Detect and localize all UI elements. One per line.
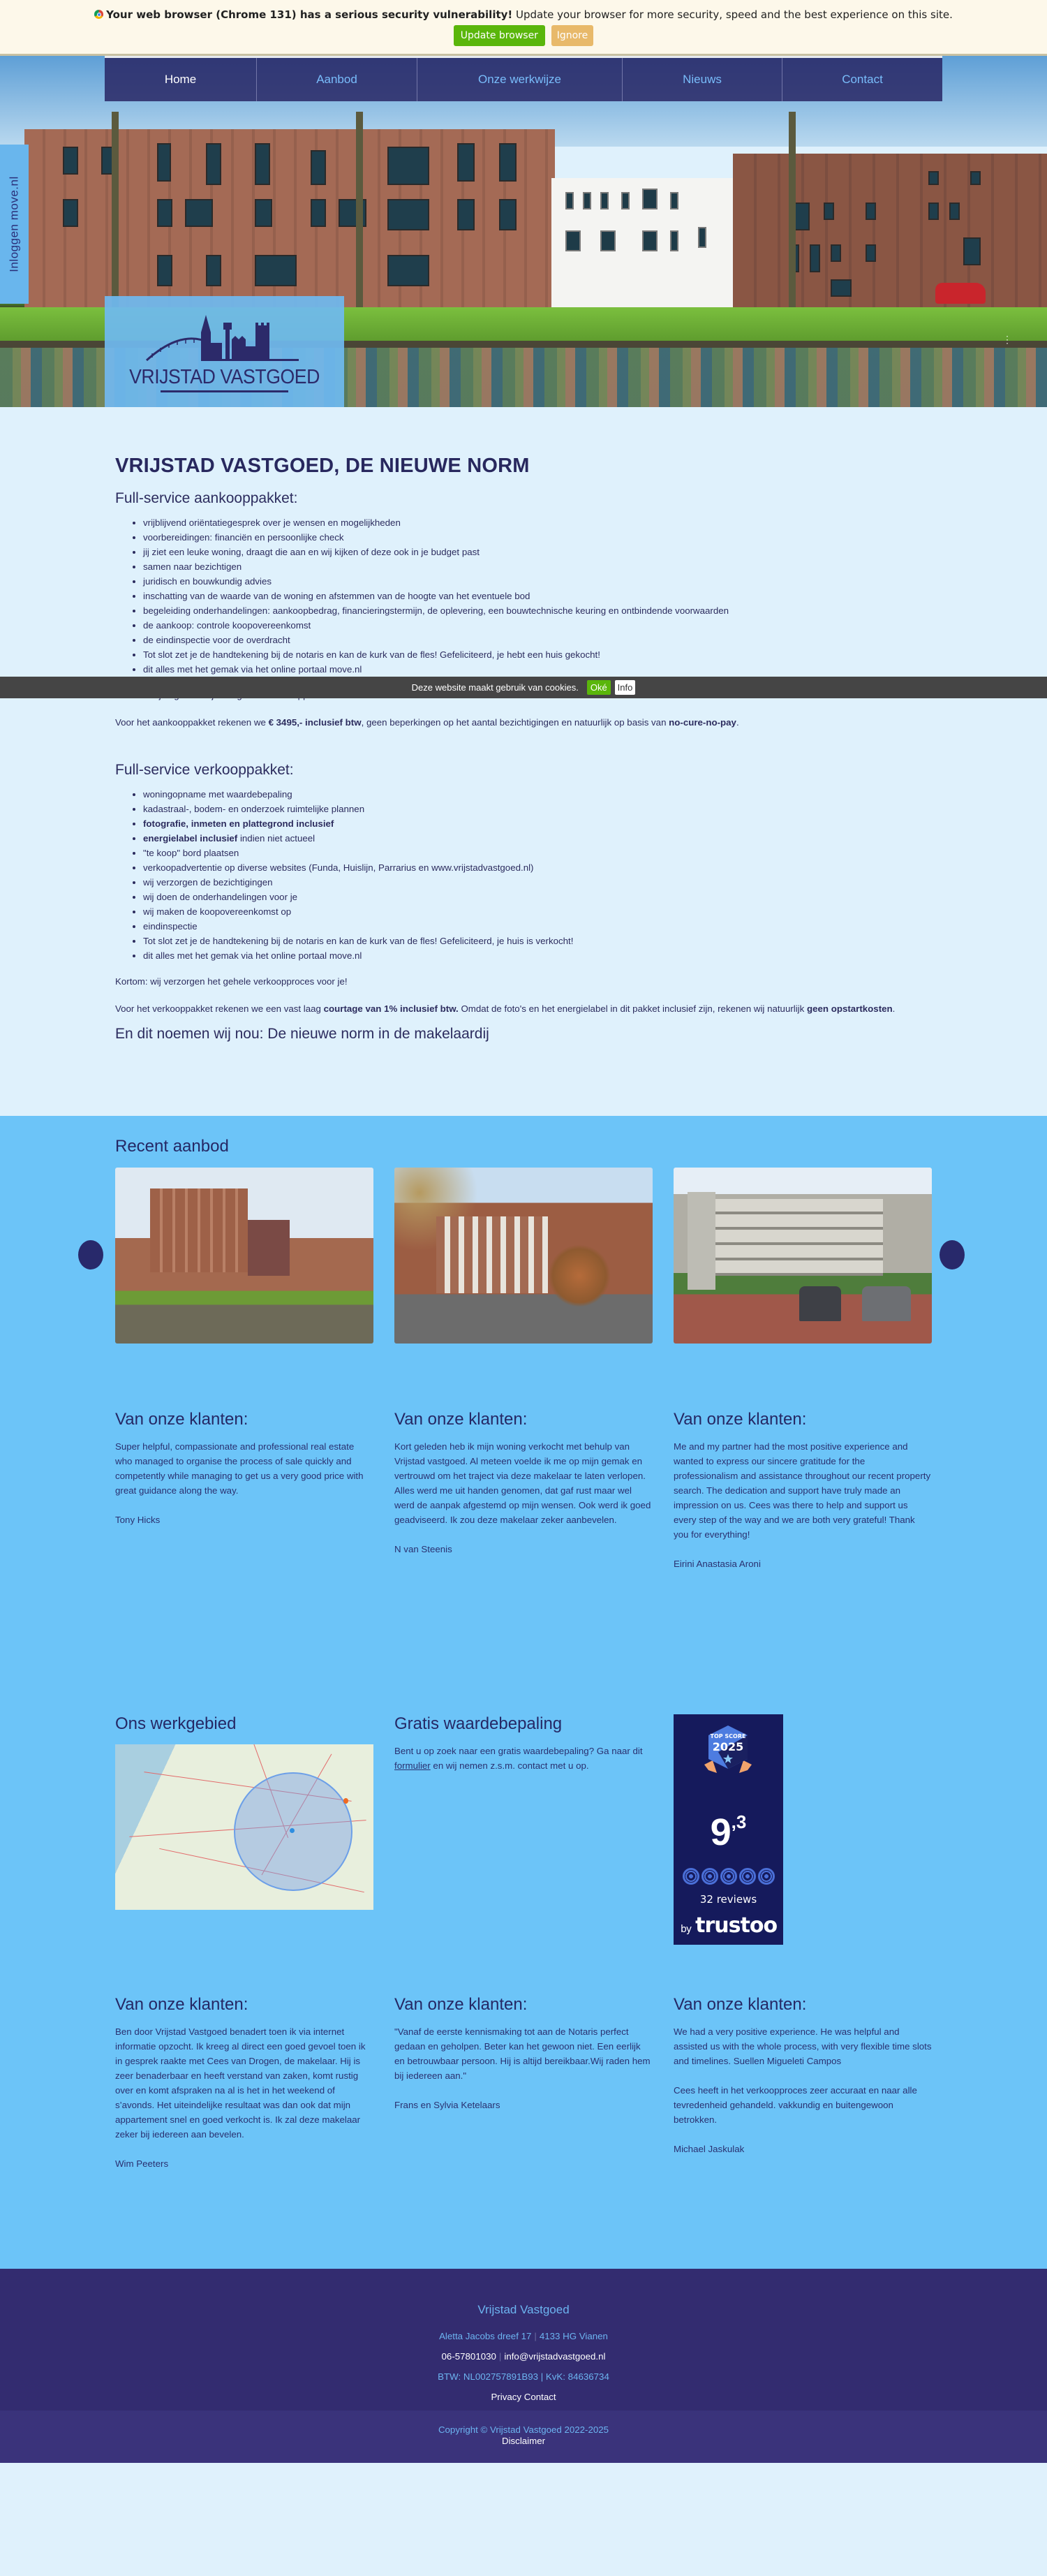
buy-package-heading: Full-service aankooppakket: xyxy=(115,490,298,506)
list-item: • wij maken de koopovereenkomst op xyxy=(143,904,1047,919)
logo-underline xyxy=(161,390,288,392)
review-heading: Van onze klanten: xyxy=(394,1410,528,1429)
review-author: Frans en Sylvia Ketelaars xyxy=(394,2100,500,2110)
review-card xyxy=(674,1995,932,2171)
intro-section xyxy=(0,407,1047,1116)
nav-aanbod[interactable]: Aanbod xyxy=(257,58,417,101)
warning-text: Update your browser for more security, speed and the best experience on this site. xyxy=(512,8,953,21)
review-heading: Van onze klanten: xyxy=(674,1995,807,2014)
logo[interactable] xyxy=(105,296,344,407)
update-browser-button[interactable]: Update browser xyxy=(454,25,545,46)
list-item: • kadastraal-, bodem- en onderzoek ruimtelijke plannen xyxy=(143,802,1047,816)
tree xyxy=(356,112,363,307)
footer-email-link[interactable]: info@vrijstadvastgoed.nl xyxy=(504,2351,606,2362)
browser-update-banner xyxy=(0,0,1047,56)
contact-link[interactable]: Contact xyxy=(524,2392,556,2402)
carousel-next-icon[interactable] xyxy=(940,1240,965,1269)
review-text: Super helpful, compassionate and professional real estate who managed to organise the process of sale quickly and competently while managing to get us a very good price with great guidance along the way. xyxy=(115,1441,364,1496)
list-item: • begeleiding onderhandelingen: aankoopbedrag, financieringstermijn, de oplevering, een bouwtechnische keuring en ontbindende voorwaarden xyxy=(143,603,1047,618)
warning-bold-text: Your web browser (Chrome 131) has a serious security vulnerability! xyxy=(106,8,513,21)
valuation-heading: Gratis waardebepaling xyxy=(394,1714,563,1733)
review-card xyxy=(115,1410,373,1571)
list-item: • fotografie, inmeten en plattegrond inclusief xyxy=(143,816,1047,831)
footer-links xyxy=(0,2392,1047,2402)
nav-home[interactable]: Home xyxy=(105,58,257,101)
list-item: • energielabel inclusief indien niet actueel xyxy=(143,831,1047,846)
review-text: Ben door Vrijstad Vastgoed benadert toen ik via internet informatie opzocht. Ik kreeg al direct een goed gevoel toen ik in gesprek raakte met Cees van Drogen, de makelaar. Hij is zeer benaderbaar en heeft verstand van zaken, komt rustig over en komt afspraken na al is het in het weekend of s’avonds. Het uiteindelijke resultaat was dan ook dat mijn appartement snel en goed verkocht is. Ik zal deze makelaar zeker bij iedereen aan bevelen. xyxy=(115,2026,366,2140)
recent-heading: Recent aanbod xyxy=(115,1137,229,1156)
review-heading: Van onze klanten: xyxy=(115,1410,248,1429)
work-area-map[interactable] xyxy=(115,1744,373,1910)
trustoo-review-count: 32 reviews xyxy=(699,1893,757,1906)
footer-phone-link[interactable]: 06-57801030 xyxy=(441,2351,496,2362)
review-card xyxy=(394,1995,653,2171)
footer-address: Aletta Jacobs dreef 17 | 4133 HG Vianen xyxy=(439,2331,608,2341)
list-item: • jij ziet een leuke woning, draagt die aan en wij kijken of deze ook in je budget past xyxy=(143,545,1047,559)
valuation xyxy=(394,1714,653,1945)
nav-nieuws[interactable]: Nieuws xyxy=(623,58,782,101)
footer-btw-kvk: BTW: NL002757891B93 | KvK: 84636734 xyxy=(438,2371,609,2382)
list-item: • vrijblijvend oriëntatiegesprek over je wensen en mogelijkheden xyxy=(143,515,1047,530)
review-heading: Van onze klanten: xyxy=(115,1995,248,2014)
disclaimer-link[interactable]: Disclaimer xyxy=(501,2436,546,2446)
list-item: • dit alles met het gemak via het online portaal move.nl xyxy=(143,662,1047,677)
review-text: "Vanaf de eerste kennismaking tot aan de Notaris perfect gedaan en geholpen. Beter kan het gewoon niet. Een eerlijk en betrouwbaar persoon. Hij is altijd bereikbaar.Wij raden hem bij iedereen aan." xyxy=(394,2026,651,2081)
sell-price-text: Voor het verkooppakket rekenen we een vast laag courtage van 1% inclusief btw. Omdat de foto's en het energielabel in dit pakket inclusief zijn, rekenen wij natuurlijk geen opstartkosten. xyxy=(115,1003,896,1014)
nav-contact[interactable]: Contact xyxy=(842,73,883,86)
rating-rings-icon xyxy=(683,1868,775,1885)
review-author: Tony Hicks xyxy=(115,1515,161,1525)
review-text-2: Cees heeft in het verkoopproces zeer accuraat en naar alle tevredenheid gehandeld. vakkundig en buitengewoon betrokken. xyxy=(674,2085,917,2125)
review-author: Eirini Anastasia Aroni xyxy=(674,1559,761,1569)
list-item: • eindinspectie xyxy=(143,919,1047,934)
list-item: • de eindinspectie voor de overdracht xyxy=(143,633,1047,647)
list-item: • samen naar bezichtigen xyxy=(143,559,1047,574)
recent-carousel xyxy=(115,1168,932,1344)
slider-marker-icon: ⋮ xyxy=(1002,334,1012,345)
list-item: • Tot slot zet je de handtekening bij de notaris en kan de kurk van de fles! Gefeliciteerd, je huis is verkocht! xyxy=(143,934,1047,948)
buy-price-text: Voor het aankooppakket rekenen we € 3495,- inclusief btw, geen beperkingen op het aantal bezichtigingen en natuurlijk op basis van no-cure-no-pay. xyxy=(115,717,739,728)
review-text: We had a very positive experience. He was helpful and assisted us with the whole process, with very flexible time slots and timelines. Suellen Migueleti Campos xyxy=(674,2026,932,2066)
list-item: • juridisch en bouwkundig advies xyxy=(143,574,1047,589)
cookie-text: Deze website maakt gebruik van cookies. xyxy=(411,682,579,693)
review-author: Wim Peeters xyxy=(115,2158,169,2169)
login-tab-label: Inloggen move.nl xyxy=(7,176,21,272)
buy-package-list xyxy=(143,515,1047,677)
list-item: • voorbereidingen: financiën en persoonlijke check xyxy=(143,530,1047,545)
page-title: VRIJSTAD VASTGOED, DE NIEUWE NORM xyxy=(115,455,530,477)
work-area-heading: Ons werkgebied xyxy=(115,1714,237,1733)
info-row xyxy=(115,1714,932,1945)
logo-text: VRIJSTAD VASTGOED xyxy=(129,366,320,388)
tree xyxy=(112,112,119,307)
review-card xyxy=(394,1410,653,1571)
list-item: • Tot slot zet je de handtekening bij de notaris en kan de kurk van de fles! Gefeliciteerd, je hebt een huis gekocht! xyxy=(143,647,1047,662)
review-text: Me and my partner had the most positive experience and wanted to express our sincere gratitude for the professionalism and assistance throughout our recent property search. The dedication and support have truly made an impression on us. Cees was there to help and support us every step of the way and we are both very grateful! Thank you for everything! xyxy=(674,1441,931,1540)
review-author: Michael Jaskulak xyxy=(674,2144,745,2154)
valuation-text: Bent u op zoek naar een gratis waardebepaling? Ga naar dit formulier en wij nemen z.s.m. contact met u op. xyxy=(394,1746,643,1771)
map-marker-icon xyxy=(343,1798,348,1804)
list-item: • verkoopadvertentie op diverse websites (Funda, Huislijn, Parrarius en www.vrijstadvastgoed.nl) xyxy=(143,860,1047,875)
review-card xyxy=(115,1995,373,2171)
review-card xyxy=(674,1410,932,1571)
valuation-form-link[interactable]: formulier xyxy=(394,1760,431,1771)
footer xyxy=(0,2269,1047,2411)
main-nav xyxy=(105,56,942,101)
reviews-row-2 xyxy=(115,1995,932,2269)
list-item: • woningopname met waardebepaling xyxy=(143,787,1047,802)
review-author: N van Steenis xyxy=(394,1544,452,1554)
hero-building-white xyxy=(551,178,733,307)
cookie-ok-button[interactable]: Oké xyxy=(587,680,611,695)
svg-text:2025: 2025 xyxy=(712,1740,744,1753)
trustoo-col xyxy=(674,1714,932,1945)
list-item: • "te koop" bord plaatsen xyxy=(143,846,1047,860)
skyline-logo-icon xyxy=(119,311,328,367)
review-heading: Van onze klanten: xyxy=(394,1995,528,2014)
copyright: Copyright © Vrijstad Vastgoed 2022-2025 xyxy=(438,2424,609,2435)
sell-package-heading: Full-service verkooppakket: xyxy=(115,762,294,778)
svg-text:TOP SCORE: TOP SCORE xyxy=(710,1733,746,1739)
red-car xyxy=(935,283,986,304)
carousel-prev-icon[interactable] xyxy=(78,1240,103,1269)
trustoo-logo: by trustoo xyxy=(681,1913,778,1938)
chrome-icon xyxy=(94,10,103,19)
office-location-icon xyxy=(290,1828,295,1833)
footer-title: Vrijstad Vastgoed xyxy=(477,2303,570,2316)
sell-package-list xyxy=(143,787,1047,963)
ignore-button[interactable]: Ignore xyxy=(551,25,594,46)
reviews-row-1 xyxy=(115,1410,932,1571)
list-item: • wij verzorgen de bezichtigingen xyxy=(143,875,1047,890)
list-item: • de aankoop: controle koopovereenkomst xyxy=(143,618,1047,633)
list-item: • dit alles met het gemak via het online portaal move.nl xyxy=(143,948,1047,963)
list-item: • wij doen de onderhandelingen voor je xyxy=(143,890,1047,904)
property-card[interactable] xyxy=(394,1168,653,1344)
property-card[interactable] xyxy=(115,1168,373,1344)
trustoo-score: $9^{,3}$ xyxy=(710,1811,747,1853)
property-card[interactable] xyxy=(674,1168,932,1344)
list-item: • inschatting van de waarde van de woning en afstemmen van de hoogte van het eventuele bod xyxy=(143,589,1047,603)
privacy-link[interactable]: Privacy xyxy=(491,2392,522,2402)
hero-banner xyxy=(0,56,1047,407)
sub-footer xyxy=(0,2411,1047,2463)
nav-onze-werkwijze[interactable]: Onze werkwijze xyxy=(417,58,623,101)
work-area xyxy=(115,1714,373,1945)
top-score-badge-icon xyxy=(697,1724,759,1780)
closing-heading: En dit noemen wij nou: De nieuwe norm in de makelaardij xyxy=(115,1026,489,1042)
review-text: Kort geleden heb ik mijn woning verkocht met behulp van Vrijstad vastgoed. Al meteen voelde ik me op mijn gemak en vertrouwd om het traject via deze makelaar te laten verlopen. Alles werd me uit handen genomen, dat gaf rust maar wel werd de aanpak afgestemd op mijn wensen. Ook werd ik goed geadviseerd. Ik zou deze makelaar zeker aanbevelen. xyxy=(394,1441,651,1525)
footer-contact: 06-57801030 | info@vrijstadvastgoed.nl xyxy=(441,2351,606,2362)
hero-building-left xyxy=(24,129,555,307)
trustoo-widget[interactable] xyxy=(674,1714,783,1945)
hero-building-right xyxy=(733,154,1047,307)
blue-section xyxy=(0,1116,1047,2269)
tree xyxy=(789,112,796,307)
login-move-tab[interactable] xyxy=(0,145,29,304)
cookie-info-button[interactable]: Info xyxy=(615,680,636,695)
cookie-bar xyxy=(0,677,1047,698)
sell-summary: Kortom: wij verzorgen het gehele verkoopproces voor je! xyxy=(115,976,348,987)
review-heading: Van onze klanten: xyxy=(674,1410,807,1429)
